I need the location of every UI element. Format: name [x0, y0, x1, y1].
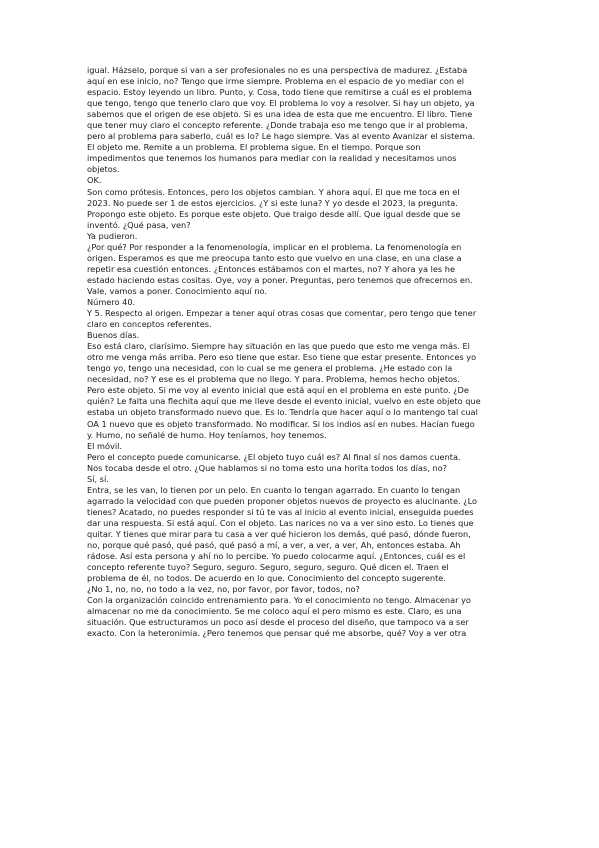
paragraph: ¿No 1, no, no, no todo a la vez, no, por favor, por favor, todos, no? [87, 584, 360, 595]
paragraph: Ya pudieron. [87, 230, 138, 241]
paragraph: Entra, se les van, lo tienen por un pelo. En cuanto lo tengan agarrado. En cuanto lo tengan agarrado la velocidad con que pueden proponer objetos nuevos de proyecto es alucinante. ¿Lo tienes? Acatado, no puedes responder si tú te vas al inicio al evento inicial, enseguida puedes dar una respuesta. Si está aquí. Con el objeto. Las narices no va a ver sino esto. Lo tienes que quitar. Y tienes que mirar para tu casa a ver qué hicieron los demás, qué pasó, dónde fueron, no, porque qué pasó, qué pasó, qué pasó a mí, a ver, a ver, a ver, Ah, entonces estaba. Ah rádose. Así esta persona y ahí no lo percibe. Yo puedo colocarme aquí. ¿Entonces, cuál es el concepto referente tuyo? Seguro, seguro. Seguro, seguro, seguro. Qué dicen el. Traen el problema de él, no todos. De acuerdo en lo que. Conocimiento del concepto sugerente. [87, 484, 478, 584]
paragraph: igual. Házselo, porque si van a ser profesionales no es una perspectiva de madurez. ¿Estaba aquí en ese inicio, no? Tengo que irme siempre. Problema en el espacio de yo mediar con el espacio. Estoy leyendo un libro. Punto, y. Cosa, todo tiene que remitirse a cuál es el problema que tengo, tengo que tenerlo claro que voy. El problema lo voy a resolver. Si hay un objeto, ya sabemos que el origen de ese objeto. Si es una idea de esta que me encuentro. El libro. Tiene que tener muy claro el concepto referente. ¿Donde trabaja eso me tengo que ir al problema, pero al problema para saberlo, cuál es lo? Le hago siempre. Vas al evento Avanizar el sistema. El objeto me. Remite a un problema. El problema sigue. En el tiempo. Porque son impedimentos que tenemos los humanos para mediar con la realidad y necesitamos unos objetos. [87, 65, 475, 175]
paragraph: OK. [87, 175, 102, 186]
paragraph: El móvil. [87, 440, 123, 451]
document-body [87, 65, 513, 639]
paragraph: Eso está claro, clarísimo. Siempre hay situación en las que puedo que esto me venga más. El otro me venga más arriba. Pero eso tiene que estar. Eso tiene que estar presente. Entonces yo tengo yo, tengo una necesidad, con lo cual se me genera el problema. ¿He estado con la necesidad, no? Y ese es el problema que no llego. Y para. Problema, hemos hecho objetos. Pero este objeto. Si me voy al evento inicial que está aquí en el problema en este punto. ¿De quién? Le falta una flechita aquí que me lleve desde el evento inicial, vuelvo en este objeto que estaba un objeto transformado nuevo que. Es lo. Tendría que hacer aquí o lo mantengo tal cual OA 1 nuevo que es objeto transformado. No modificar. Si los indios así en nubes. Hacían fuego y. Humo, no señalé de humo. Hoy teníamos, hoy tenemos. [87, 341, 481, 440]
paragraph: Son como prótesis. Entonces, pero los objetos cambian. Y ahora aquí. El que me toca en el 2023. No puede ser 1 de estos ejercicios. ¿Y si este luna? Y yo desde el 2023, la pregunta. Propongo este objeto. Es porque este objeto. Que traigo desde allí. Que igual desde que se inventó. ¿Qué pasa, ven? [87, 186, 461, 230]
paragraph: Y 5. Respecto al origen. Empezar a tener aquí otras cosas que comentar, pero tengo que tener claro en conceptos referentes. [87, 308, 477, 330]
paragraph: Buenos días. [87, 330, 140, 341]
paragraph: Pero el concepto puede comunicarse. ¿El objeto tuyo cuál es? Al final sí nos damos cuenta. Nos tocaba desde el otro. ¿Que hablamos si no toma esto una horita todos los días, no? [87, 451, 461, 473]
paragraph: Número 40. [87, 296, 136, 307]
paragraph: Sí, sí. [87, 473, 109, 484]
paragraph: ¿Por qué? Por responder a la fenomenología, implicar en el problema. La fenomenología en origen. Esperamos es que me preocupa tanto esto que vuelvo en una clase, en una clase a repetir esa cuestión entonces. ¿Entonces estábamos con el martes, no? Y ahora ya les he estado haciendo estas cositas. Oye, voy a poner. Preguntas, pero tenemos que ofrecernos en. Vale, vamos a poner. Conocimiento aquí no. [87, 241, 473, 296]
paragraph: Con la organización coincido entrenamiento para. Yo el conocimiento no tengo. Almacenar yo almacenar no me da conocimiento. Se me coloco aquí el pero mismo es este. Claro, es una situación. Que estructuramos un poco así desde el proceso del diseño, que tampoco va a ser exacto. Con la heteronimia. ¿Pero tenemos que pensar qué me absorbe, qué? Voy a ver otra [87, 595, 471, 639]
